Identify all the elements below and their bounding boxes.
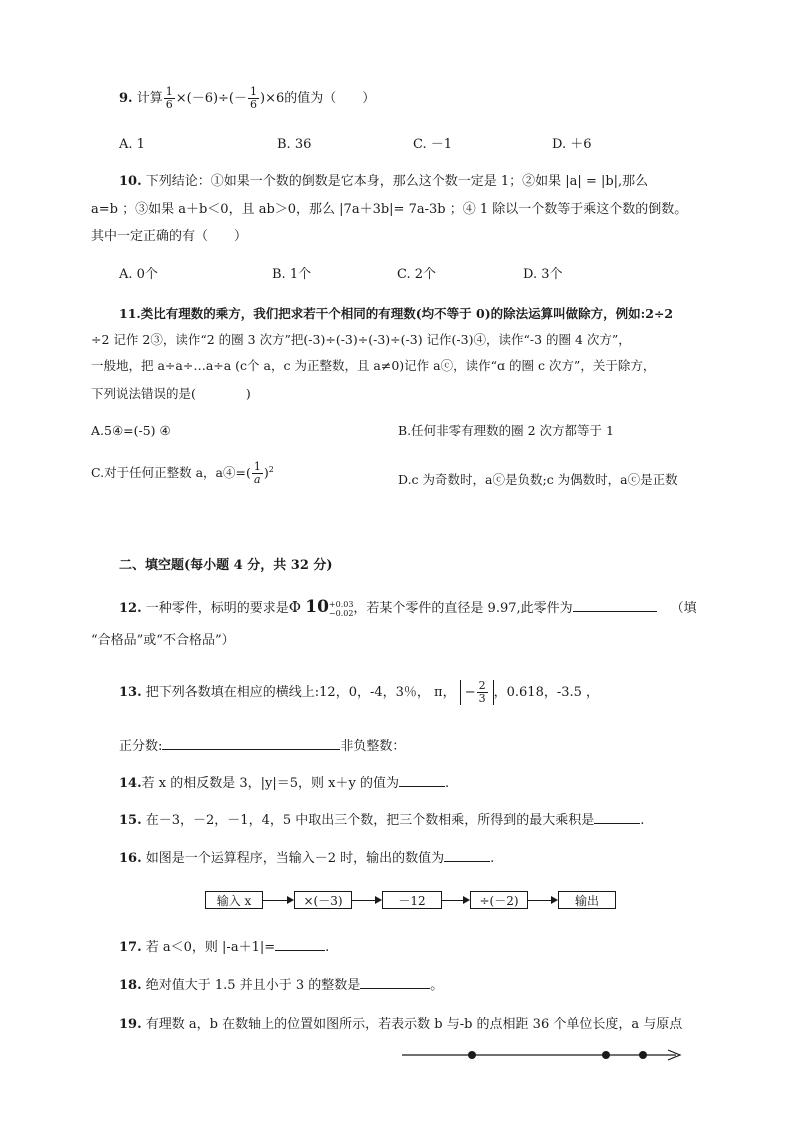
q16-flowchart xyxy=(205,890,616,910)
q10-line-1: 10. 下列结论：①如果一个数的倒数是它本身，那么这个数一定是 1；②如果 |a| = |b|,那么 xyxy=(119,174,649,189)
q9-fraction-1: $\frac{1}{6}$ xyxy=(165,85,173,111)
q19-number: 19. xyxy=(119,1017,142,1032)
flow-box-multiply: ×(－3) xyxy=(294,891,352,909)
q11-line-3: 一般地，把 a÷a÷…a÷a (c个 a，c 为正整数，且 a≠0)记作 aⓒ，读作“ɑ 的圈 c 次方”，关于除方， xyxy=(91,358,656,373)
section-2-title: 二、填空题(每小题 4 分，共 32 分) xyxy=(119,558,333,573)
q12-number: 12. xyxy=(119,601,142,616)
flow-arrow-3 xyxy=(442,896,470,904)
q17-number: 17. xyxy=(119,940,142,955)
q10-option-b: B. 1个 xyxy=(272,267,312,282)
q11-line-4: 下列说法错误的是( ) xyxy=(91,386,251,401)
q9-stem: 9. 计算 $\frac{1}{6}$ ×(－6)÷(－ $\frac{1}{6}$ )×6的值为（ ） xyxy=(119,85,376,111)
q12-phi-symbol: Φ xyxy=(288,598,302,616)
q13-absolute-value: − $\frac{2}{3}$ xyxy=(460,680,494,705)
q17-stem: 17. 若 a＜0，则 |-a＋1|= . xyxy=(119,937,329,957)
flow-arrow-2 xyxy=(352,896,382,904)
q9-option-c: C. －1 xyxy=(413,137,453,152)
q10-line-2: a=b ；③如果 a＋b＜0，且 ab＞0，那么 |7a＋3b|= 7a-3b ；④ 1 除以一个数等于乘这个数的倒数。 xyxy=(91,202,688,217)
q9-number: 9. xyxy=(119,91,133,106)
q18-stem: 18. 绝对值大于 1.5 并且小于 3 的整数是 。 xyxy=(119,975,443,995)
q13-label-positive-fractions: 正分数: xyxy=(119,739,163,754)
q11-line-2: ÷2 记作 2③，读作“2 的圈 3 次方”把(-3)÷(-3)÷(-3)÷(-3) 记作(-3)④，读作“-3 的圈 4 次方”， xyxy=(91,332,631,347)
flow-box-input: 输入 x xyxy=(205,891,263,909)
flow-arrow-4 xyxy=(528,896,558,904)
q14-stem: 14.若 x 的相反数是 3，|y|＝5，则 x＋y 的值为 . xyxy=(119,773,449,793)
q9-fraction-2: $\frac{1}{6}$ xyxy=(250,85,258,111)
q16-number: 16. xyxy=(119,851,142,866)
q17-answer-blank[interactable] xyxy=(275,937,325,951)
q13-line-1: 13. 把下列各数填在相应的横线上:12，0，-4，3％， π， − $\frac{2}{3}$ ，0.618，-3.5 ， xyxy=(119,679,600,705)
q10-line-3: 其中一定正确的有（ ） xyxy=(91,229,248,244)
number-line-point-3 xyxy=(639,1051,647,1059)
q15-answer-blank[interactable] xyxy=(594,810,640,824)
q10-option-c: C. 2个 xyxy=(397,267,437,282)
q18-number: 18. xyxy=(119,978,142,993)
q14-number: 14. xyxy=(119,776,142,791)
q16-stem: 16. 如图是一个运算程序，当输入－2 时，输出的数值为 . xyxy=(119,848,494,868)
q12-line-2: “合格品”或“不合格品”） xyxy=(91,633,235,648)
flow-arrow-1 xyxy=(263,896,294,904)
q11-line-1: 11.类比有理数的乘方，我们把求若干个相同的有理数(均不等于 0)的除法运算叫做除方，例如:2÷2 xyxy=(119,306,674,321)
q11-option-d: D.c 为奇数时，aⓒ是负数;c 为偶数时，aⓒ是正数 xyxy=(398,472,678,487)
q11-option-a: A.5④=(-5) ④ xyxy=(91,423,171,438)
q13-line-2 xyxy=(119,736,405,756)
q16-answer-blank[interactable] xyxy=(444,848,490,862)
q18-answer-blank[interactable] xyxy=(360,975,430,989)
q11-option-c: C.对于任何正整数 a，a④=( $\frac{1}{a}$ )$^2$ xyxy=(91,460,274,487)
q12-answer-blank[interactable] xyxy=(573,598,657,612)
q19-number-line xyxy=(400,1046,690,1066)
q9-option-b: B. 36 xyxy=(277,137,312,152)
flow-box-output: 输出 xyxy=(558,891,616,909)
q13-number: 13. xyxy=(119,685,142,700)
q19-stem: 19. 有理数 a，b 在数轴上的位置如图所示，若表示数 b 与-b 的点相距 36 个单位长度，a 与原点 xyxy=(119,1017,683,1032)
number-line-point-2 xyxy=(602,1051,610,1059)
q11-option-c-fraction: $\frac{1}{a}$ xyxy=(253,460,261,487)
q12-line-1: 12. 一种零件，标明的要求是Φ 10 +0.03 −0.02 ，若某个零件的直径是 9.97,此零件为 （填 xyxy=(119,597,697,618)
q13-label-nonneg-integers: 非负整数： xyxy=(340,739,406,754)
q9-option-d: D. ＋6 xyxy=(552,137,592,152)
number-line-point-1 xyxy=(468,1051,476,1059)
flow-box-divide: ÷(－2) xyxy=(470,891,528,909)
q15-stem: 15. 在－3，－2，－1，4，5 中取出三个数，把三个数相乘，所得到的最大乘积是 . xyxy=(119,810,644,830)
q9-option-a: A. 1 xyxy=(119,137,145,152)
flow-box-compare: －12 xyxy=(382,891,442,909)
q12-tolerance: +0.03 −0.02 xyxy=(328,599,354,618)
q14-answer-blank[interactable] xyxy=(399,773,445,787)
q11-option-b: B.任何非零有理数的圈 2 次方都等于 1 xyxy=(398,423,614,438)
q10-option-d: D. 3个 xyxy=(523,267,563,282)
q10-option-a: A. 0个 xyxy=(119,267,158,282)
q13-positive-fractions-blank[interactable] xyxy=(162,736,340,750)
q15-number: 15. xyxy=(119,813,142,828)
q10-number: 10. xyxy=(119,174,142,189)
